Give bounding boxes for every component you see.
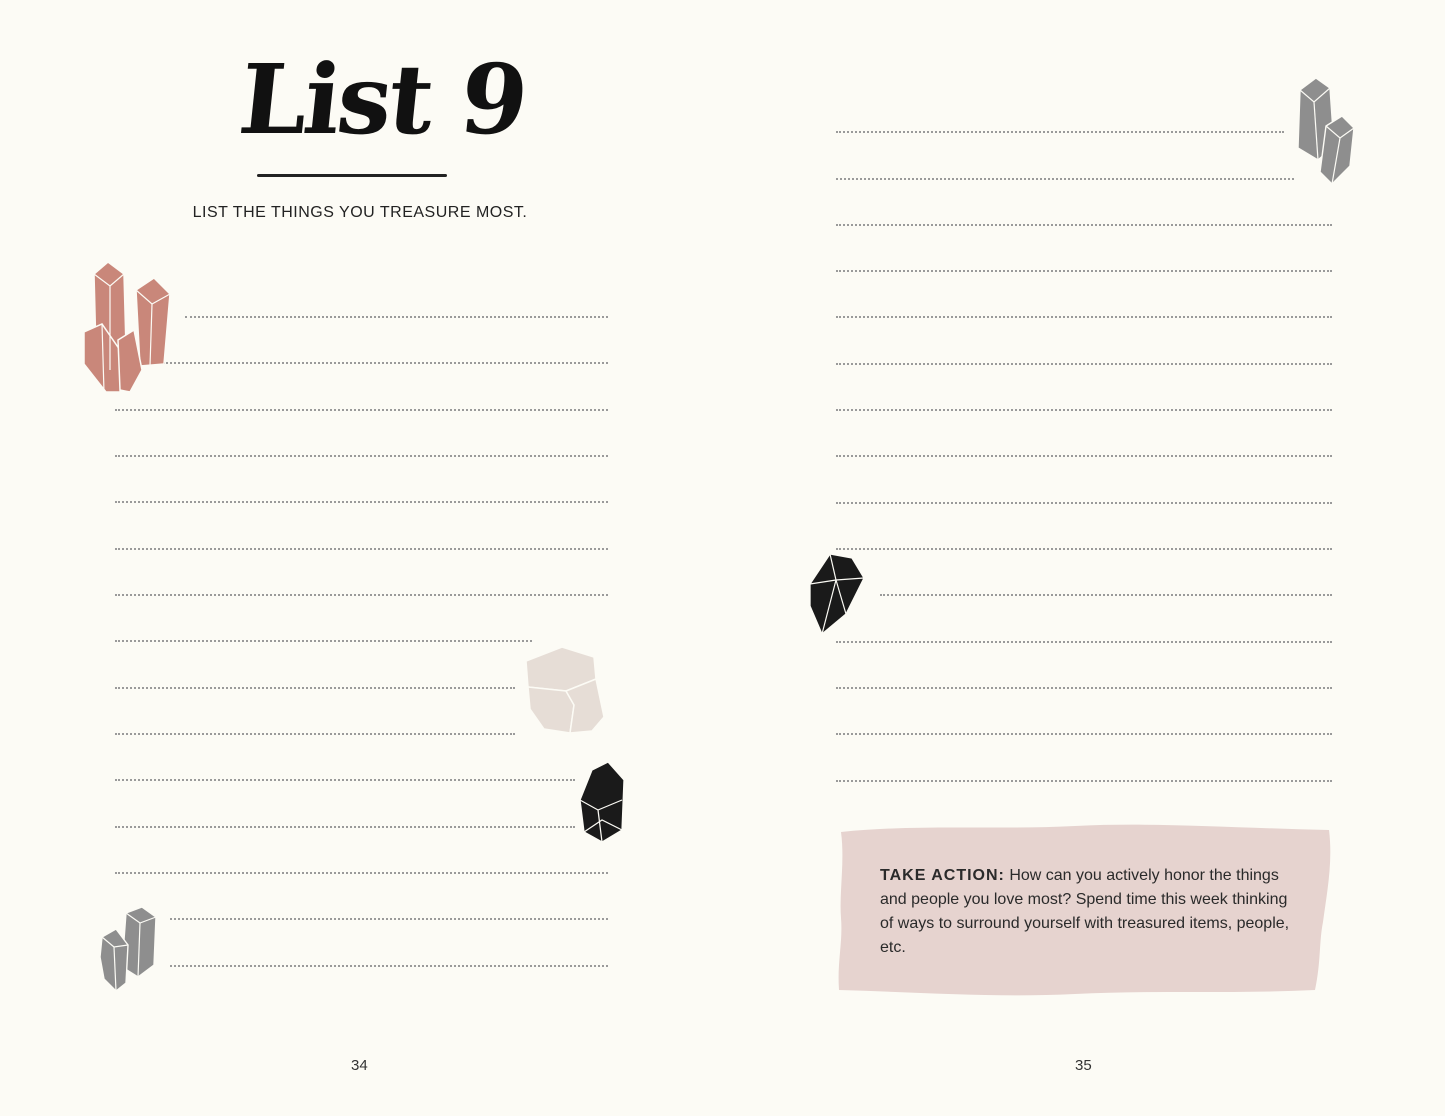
writing-line[interactable]: [836, 502, 1332, 504]
pale-stone-icon: [522, 645, 606, 737]
take-action-body: How can you actively honor the things and people you love most? Spend time this week thinking of ways to surround yourself with treasured items, people, etc.: [880, 867, 1290, 956]
gray-crystal-icon: [1292, 76, 1358, 186]
writing-line[interactable]: [836, 270, 1332, 272]
left-page: [0, 0, 722, 1116]
writing-line[interactable]: [115, 548, 608, 550]
writing-line[interactable]: [115, 687, 515, 689]
writing-line[interactable]: [115, 826, 575, 828]
writing-line[interactable]: [115, 872, 608, 874]
take-action-label: TAKE ACTION:: [880, 867, 1005, 884]
writing-line[interactable]: [836, 409, 1332, 411]
page-title: List 9: [234, 43, 531, 156]
writing-line[interactable]: [115, 455, 608, 457]
writing-line[interactable]: [170, 918, 608, 920]
writing-line[interactable]: [115, 733, 515, 735]
writing-line[interactable]: [115, 640, 532, 642]
writing-line[interactable]: [836, 178, 1294, 180]
writing-line[interactable]: [836, 780, 1332, 782]
writing-line[interactable]: [836, 363, 1332, 365]
writing-line[interactable]: [185, 316, 608, 318]
writing-line[interactable]: [836, 224, 1332, 226]
writing-line[interactable]: [880, 594, 1332, 596]
rose-crystal-icon: [80, 260, 172, 394]
writing-line[interactable]: [836, 131, 1284, 133]
writing-line[interactable]: [836, 548, 1332, 550]
writing-line[interactable]: [115, 409, 608, 411]
writing-line[interactable]: [115, 501, 608, 503]
title-underline: [257, 174, 447, 177]
writing-line[interactable]: [163, 362, 608, 364]
writing-line[interactable]: [836, 455, 1332, 457]
writing-line[interactable]: [836, 733, 1332, 735]
writing-line[interactable]: [115, 779, 575, 781]
writing-line[interactable]: [170, 965, 608, 967]
writing-line[interactable]: [836, 641, 1332, 643]
black-crystal-icon: [806, 550, 866, 636]
gray-crystal-icon: [98, 905, 162, 993]
writing-line[interactable]: [836, 687, 1332, 689]
writing-line[interactable]: [836, 316, 1332, 318]
page-number-right: 35: [1075, 1057, 1092, 1074]
writing-line[interactable]: [115, 594, 608, 596]
take-action-text: [880, 864, 1300, 960]
list-prompt: LIST THE THINGS YOU TREASURE MOST.: [192, 204, 528, 221]
black-crystal-icon: [578, 760, 628, 846]
page-number-left: 34: [351, 1057, 368, 1074]
